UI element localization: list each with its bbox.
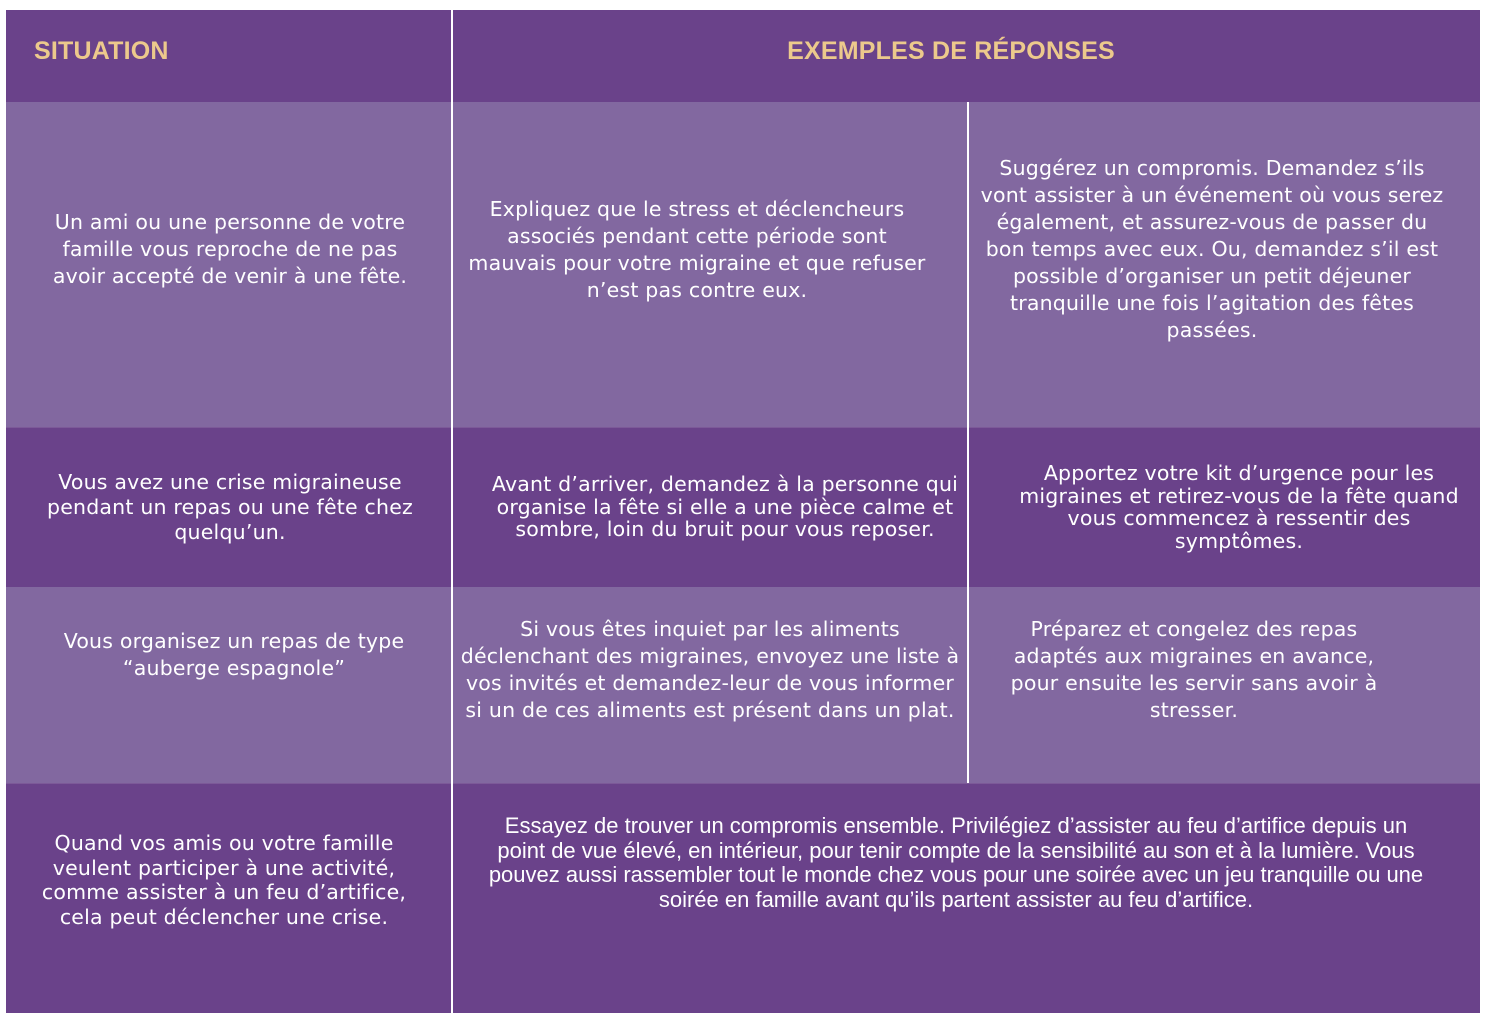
situation-cell	[6, 783, 452, 1013]
response-cell	[452, 783, 1480, 1013]
response-cell	[968, 587, 1480, 783]
table-row	[6, 102, 1480, 427]
response-text: Expliquez que le stress et déclencheurs associés pendant cette période sont mauvais pour votre migraine et que refuser n’est pas contre eux.	[468, 196, 926, 302]
column-divider	[451, 10, 453, 1013]
response-text: Avant d’arriver, demandez à la personne qui organise la fête si elle a une pièce calme et sombre, loin du bruit pour vous reposer.	[491, 472, 959, 542]
header-situation	[6, 10, 452, 102]
situation-cell	[6, 427, 452, 587]
header-responses	[452, 10, 1480, 102]
table-row	[6, 783, 1480, 1013]
table-row	[6, 427, 1480, 587]
response-cell	[452, 427, 968, 587]
response-text: Suggérez un compromis. Demandez s’ils vont assister à un événement où vous serez également, et assurez-vous de passer du bon temps avec eux. Ou, demandez s’il est possible d’organiser un petit déjeuner tranquille une fois l’agitation des fêtes passées.	[980, 156, 1444, 342]
response-cell	[968, 102, 1480, 427]
table-row	[6, 587, 1480, 783]
header-responses-label: EXEMPLES DE RÉPONSES	[787, 37, 1115, 65]
table-header-row	[6, 10, 1480, 102]
column-divider	[967, 102, 969, 783]
situation-text: Un ami ou une personne de votre famille vous reproche de ne pas avoir accepté de venir à une fête.	[52, 210, 408, 288]
row-divider	[6, 427, 1480, 428]
response-text: Préparez et congelez des repas adaptés aux migraines en avance, pour ensuite les servir sans avoir à stresser.	[1010, 617, 1378, 722]
situation-response-table	[6, 10, 1480, 1013]
header-situation-label: SITUATION	[34, 37, 169, 65]
response-text: Essayez de trouver un compromis ensemble. Privilégiez d’assister au feu d’artifice depuis un point de vue élevé, en intérieur, pour tenir compte de la sensibilité au son et à la lumière. Vous pouvez aussi rassembler tout le monde chez vous pour une soirée avec un jeu tranquille ou une soirée en famille avant qu’ils partent assister au feu d’artifice.	[488, 813, 1424, 912]
response-cell	[452, 587, 968, 783]
situation-text: Vous organisez un repas de type “auberge espagnole”	[63, 629, 405, 680]
response-text: Si vous êtes inquiet par les aliments déclenchant des migraines, envoyez une liste à vos invités et demandez-leur de vous informer si un de ces aliments est présent dans un plat.	[460, 617, 960, 722]
situation-cell	[6, 102, 452, 427]
situation-text: Quand vos amis ou votre famille veulent participer à une activité, comme assister à un feu d’artifice, cela peut déclencher une crise.	[41, 831, 407, 929]
situation-text: Vous avez une crise migraineuse pendant un repas ou une fête chez quelqu’un.	[46, 469, 413, 544]
response-cell	[968, 427, 1480, 587]
situation-cell	[6, 587, 452, 783]
row-divider	[6, 783, 1480, 784]
response-cell	[452, 102, 968, 427]
response-text: Apportez votre kit d’urgence pour les migraines et retirez-vous de la fête quand vous commencez à ressentir des symptômes.	[1019, 461, 1459, 553]
